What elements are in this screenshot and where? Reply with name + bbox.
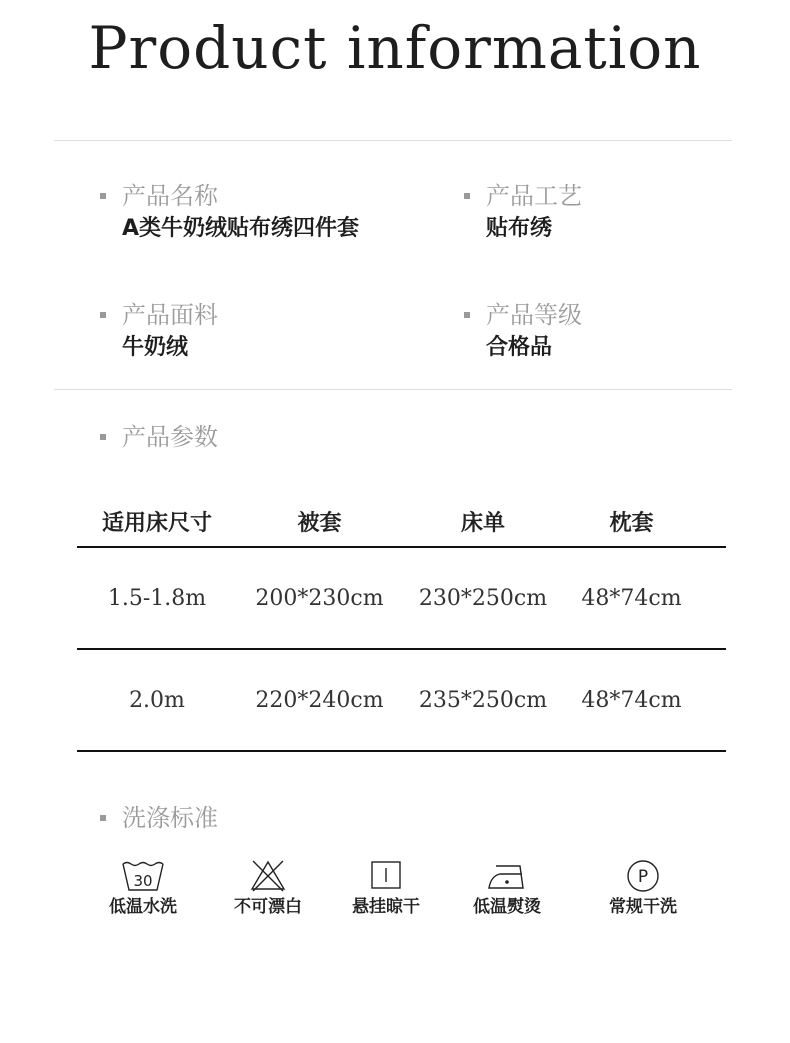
bullet-icon — [100, 434, 106, 440]
divider — [54, 389, 732, 390]
table-row — [77, 650, 726, 750]
bullet-icon — [100, 815, 106, 821]
field-label: 产品面料 — [122, 301, 218, 329]
table-rule — [77, 750, 726, 752]
size-table — [77, 496, 726, 752]
care-item-iron — [452, 858, 562, 918]
wash-temp-text: 30 — [133, 872, 153, 890]
wash-30-icon — [120, 858, 166, 892]
dry-clean-p-icon — [625, 858, 661, 892]
column-header: 床单 — [460, 510, 505, 536]
field-label: 产品名称 — [122, 182, 218, 210]
line-dry-icon — [369, 858, 403, 892]
field-grade — [464, 300, 582, 363]
table-cell: 230*250cm — [418, 585, 548, 611]
field-label: 产品等级 — [486, 301, 582, 329]
section-label: 产品参数 — [122, 423, 218, 451]
care-label: 常规干洗 — [609, 897, 677, 917]
field-value: 贴布绣 — [486, 216, 553, 241]
field-value: 牛奶绒 — [122, 335, 189, 360]
table-cell: 48*74cm — [581, 585, 682, 611]
care-item-dryclean — [588, 858, 698, 918]
care-label: 低温熨烫 — [473, 897, 541, 917]
column-header: 枕套 — [609, 510, 654, 536]
care-item-bleach — [213, 858, 323, 918]
care-item-wash — [88, 858, 198, 918]
care-label: 悬挂晾干 — [352, 897, 420, 917]
field-value: A类牛奶绒贴布绣四件套 — [122, 216, 360, 241]
dryclean-letter: P — [637, 867, 649, 887]
care-label: 不可漂白 — [234, 897, 302, 917]
table-cell: 1.5-1.8m — [107, 585, 207, 611]
table-cell: 200*230cm — [255, 585, 384, 611]
bullet-icon — [100, 193, 106, 199]
table-cell: 220*240cm — [255, 687, 384, 713]
field-process — [464, 181, 582, 244]
section-label: 洗涤标准 — [122, 804, 218, 832]
table-cell: 2.0m — [129, 687, 185, 713]
column-header: 被套 — [297, 510, 342, 536]
table-cell: 235*250cm — [418, 687, 548, 713]
divider — [54, 140, 732, 141]
bullet-icon — [464, 193, 470, 199]
table-header — [77, 496, 726, 546]
field-label: 产品工艺 — [486, 182, 582, 210]
care-label: 低温水洗 — [109, 897, 177, 917]
field-value: 合格品 — [486, 335, 553, 360]
bullet-icon — [464, 312, 470, 318]
column-header: 适用床尺寸 — [101, 510, 212, 536]
field-product-name — [100, 181, 359, 244]
low-iron-icon — [486, 858, 528, 892]
section-params — [100, 422, 218, 452]
table-row — [77, 548, 726, 648]
bullet-icon — [100, 312, 106, 318]
care-item-dry — [331, 858, 441, 918]
section-care — [100, 803, 218, 833]
no-bleach-icon — [248, 858, 288, 892]
table-cell: 48*74cm — [581, 687, 682, 713]
page-title: Product information — [88, 14, 702, 82]
field-fabric — [100, 300, 218, 363]
